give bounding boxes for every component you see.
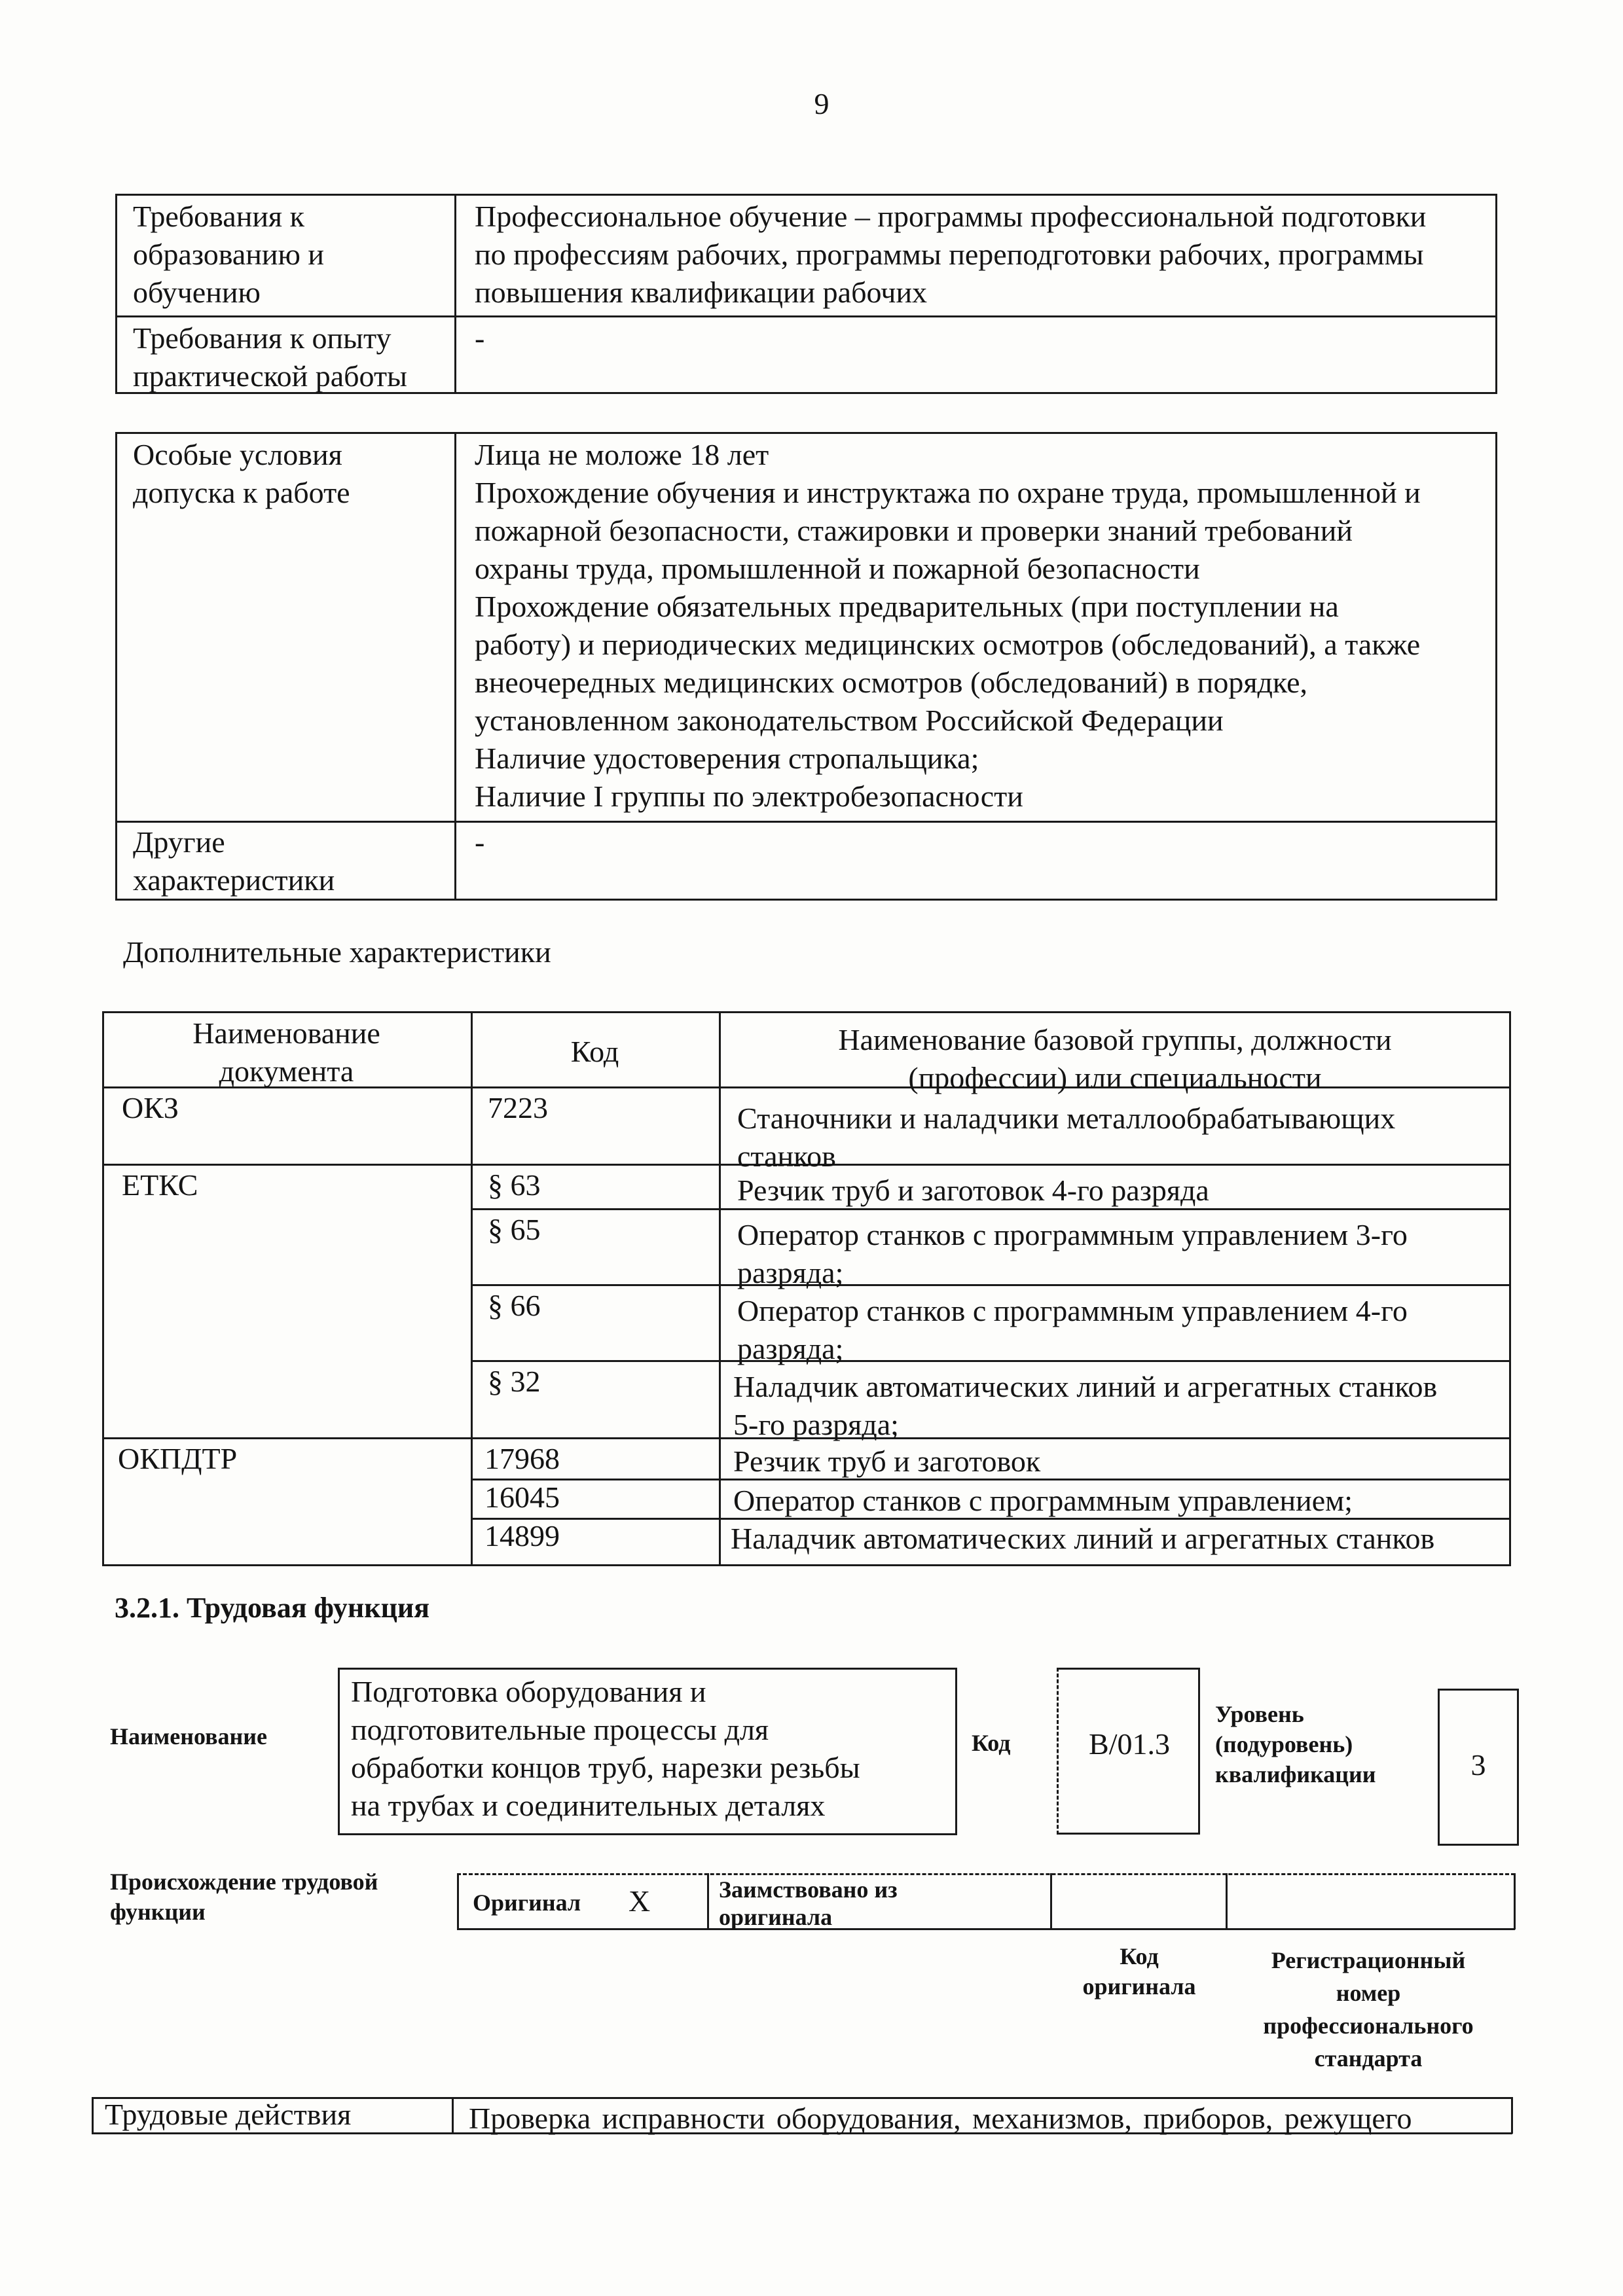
borrowed-label: Заимствовано из оригинала: [719, 1876, 898, 1930]
labor-actions-value: Проверка исправности оборудования, механизмов, приборов, режущего: [469, 2102, 1412, 2135]
name-cell: Резчик труб и заготовок 4-го разряда: [737, 1174, 1209, 1207]
name-cell: Оператор станков с программным управлением;: [733, 1484, 1353, 1517]
code-cell: 14899: [484, 1519, 560, 1552]
name-cell: Станочники и наладчики металлообрабатывающих станков: [737, 1102, 1396, 1173]
group-etks: ЕТКС: [122, 1168, 198, 1202]
original-code-caption: Код оригинала: [1082, 1943, 1196, 2000]
page-number: 9: [814, 87, 830, 120]
code-cell: § 63: [488, 1168, 541, 1202]
header-code: Код: [570, 1035, 619, 1068]
section-title: 3.2.1. Трудовая функция: [115, 1592, 430, 1624]
code-cell: 17968: [484, 1442, 560, 1475]
other-characteristics-label: Другие характеристики: [133, 825, 335, 897]
group-okz: ОКЗ: [122, 1091, 179, 1124]
original-mark: X: [629, 1884, 651, 1918]
function-code-value: B/01.3: [1089, 1727, 1170, 1761]
function-code-label: Код: [972, 1730, 1011, 1756]
group-okpdtr: ОКПДТР: [118, 1442, 238, 1475]
other-characteristics-value: -: [475, 825, 485, 859]
qualification-level-value: 3: [1470, 1748, 1486, 1782]
special-conditions-label: Особые условия допуска к работе: [133, 438, 350, 509]
education-label: Требования к образованию и обучению: [133, 200, 324, 309]
name-cell: Наладчик автоматических линий и агрегатных станков: [731, 1522, 1435, 1555]
qualification-level-label: Уровень (подуровень) квалификации: [1215, 1701, 1376, 1787]
code-cell: 16045: [484, 1480, 560, 1514]
function-name-label: Наименование: [110, 1723, 267, 1749]
code-cell: § 65: [488, 1213, 541, 1246]
labor-actions-label: Трудовые действия: [105, 2098, 352, 2131]
special-conditions-value: Лица не моложе 18 лет Прохождение обучения и инструктажа по охране труда, промышленной и пожарной безопасности, стажировки и проверки знаний требований охраны труда, промышленной и пожарной безопасности Прохождение обязательных предварительных (при поступлении на работу) и периодических медицинских осмотров (обследований), а также внеочередных медицинских осмотров (обследований) в порядке, установленном законодательством Российской Федерации Наличие удостоверения стропальщика; Наличие I группы по электробезопасности: [475, 438, 1421, 813]
experience-label: Требования к опыту практической работы: [133, 321, 407, 393]
education-value: Профессиональное обучение – программы профессиональной подготовки по профессиям рабочих, программы переподготовки рабочих, программы повышения квалификации рабочих: [475, 200, 1427, 309]
code-cell: § 66: [488, 1289, 541, 1322]
code-cell: 7223: [488, 1091, 548, 1124]
registration-number-caption: Регистрационный номер профессионального стандарта: [1263, 1947, 1474, 2072]
experience-value: -: [475, 321, 485, 355]
additional-characteristics-title: Дополнительные характеристики: [123, 935, 551, 969]
name-cell: Оператор станков с программным управлением 4-го разряда;: [737, 1294, 1408, 1365]
name-cell: Оператор станков с программным управлением 3-го разряда;: [737, 1218, 1408, 1289]
function-name-value: Подготовка оборудования и подготовительные процессы для обработки концов труб, нарезки резьбы на трубах и соединительных деталях: [351, 1675, 860, 1822]
name-cell: Наладчик автоматических линий и агрегатных станков 5-го разряда;: [733, 1370, 1438, 1441]
name-cell: Резчик труб и заготовок: [733, 1444, 1041, 1478]
header-name: Наименование базовой группы, должности (профессии) или специальности: [838, 1023, 1392, 1094]
code-cell: § 32: [488, 1365, 541, 1398]
origin-label: Происхождение трудовой функции: [110, 1869, 378, 1925]
original-label: Оригинал: [473, 1890, 581, 1916]
header-document: Наименование документа: [192, 1016, 380, 1088]
